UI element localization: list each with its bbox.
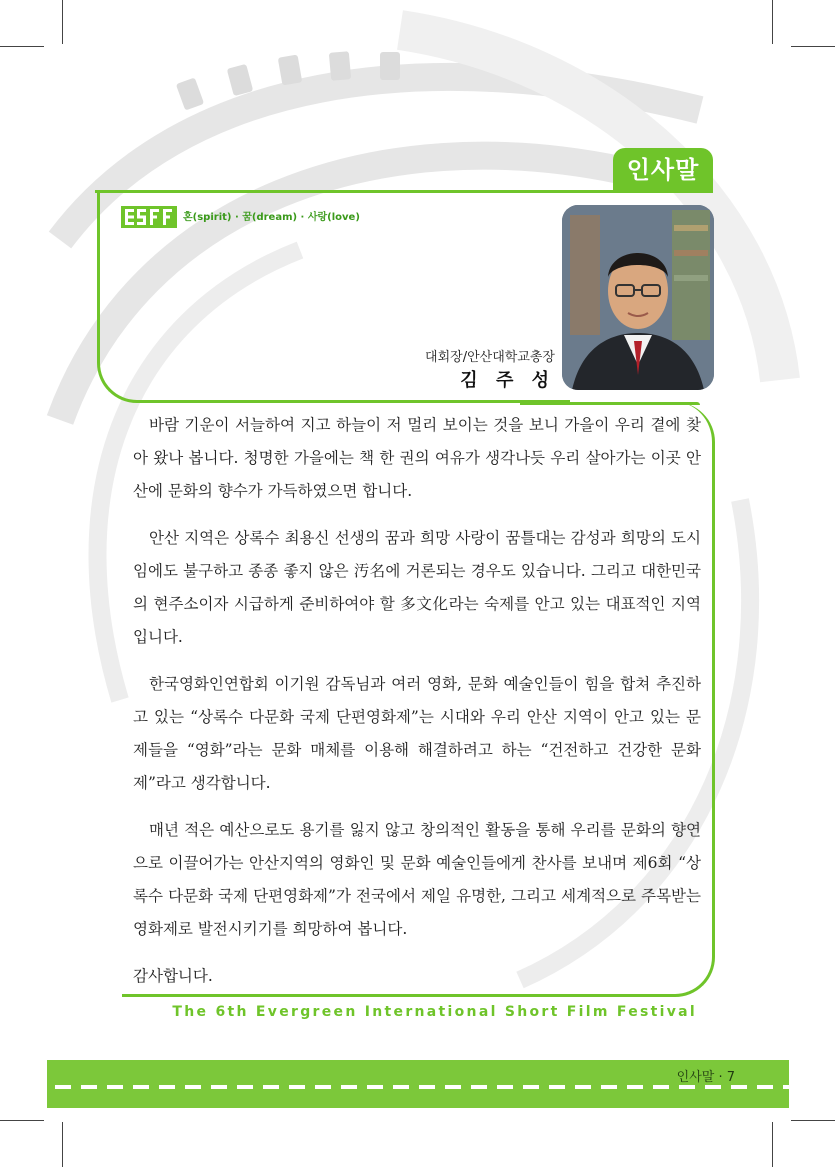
greeting-text — [133, 409, 701, 1007]
paragraph: 안산 지역은 상록수 최용신 선생의 꿈과 희망 사랑이 꿈틀대는 감성과 희망의 도시임에도 불구하고 종종 좋지 않은 汚名에 거론되는 경우도 있습니다. 그리고 대한민국의 현주소이자 시급하게 준비하여야 할 多文化라는 숙제를 안고 있는 대표적인 지역입니다. — [133, 529, 701, 646]
page-number: 인사말 · 7 — [676, 1070, 735, 1085]
paragraph: 바람 기운이 서늘하여 지고 하늘이 저 멀리 보이는 것을 보니 가을이 우리 곁에 찾아 왔나 봅니다. 청명한 가을에는 책 한 권의 여유가 생각나듯 우리 살아가는 이곳 안산에 문화의 향수가 가득하였으면 합니다. — [133, 416, 701, 500]
festival-slogan: 혼(spirit) · 꿈(dream) · 사랑(love) — [183, 212, 360, 223]
crop-mark — [791, 46, 835, 47]
crop-mark — [772, 0, 773, 44]
crop-mark — [0, 1120, 44, 1121]
paragraph: 한국영화인연합회 이기원 감독님과 여러 영화, 문화 예술인들이 힘을 합쳐 추진하고 있는 “상록수 다문화 국제 단편영화제”는 시대와 우리 안산 지역이 안고 있는 문제들을 “영화”라는 문화 매체를 이용해 해결하려고 하는 “건전하고 건강한 문화제”라고 생각합니다. — [133, 675, 701, 792]
closing-line: 감사합니다. — [133, 967, 213, 985]
crop-mark — [772, 1122, 773, 1167]
footer-dashes — [55, 1085, 789, 1089]
speaker-position: 대회장/안산대학교총장 — [425, 350, 555, 365]
crop-mark — [62, 0, 63, 44]
festival-name: The 6th Evergreen International Short Film Festival — [172, 1004, 697, 1020]
speaker-name: 김 주 성 — [460, 370, 555, 391]
speaker-photo — [562, 205, 714, 390]
crop-mark — [791, 1120, 835, 1121]
esff-logo — [121, 206, 177, 228]
body-frame-top — [520, 402, 700, 405]
section-title-tab: 인사말 — [613, 148, 713, 192]
crop-mark — [0, 46, 44, 47]
crop-mark — [62, 1122, 63, 1167]
paragraph: 매년 적은 예산으로도 용기를 잃지 않고 창의적인 활동을 통해 우리를 문화의 향연으로 이끌어가는 안산지역의 영화인 및 문화 예술인들에게 찬사를 보내며 제6회 “상록수 다문화 국제 단편영화제”가 전국에서 제일 유명한, 그리고 세계적으로 주목받는 영화제로 발전시키기를 희망하여 봅니다. — [133, 821, 701, 938]
